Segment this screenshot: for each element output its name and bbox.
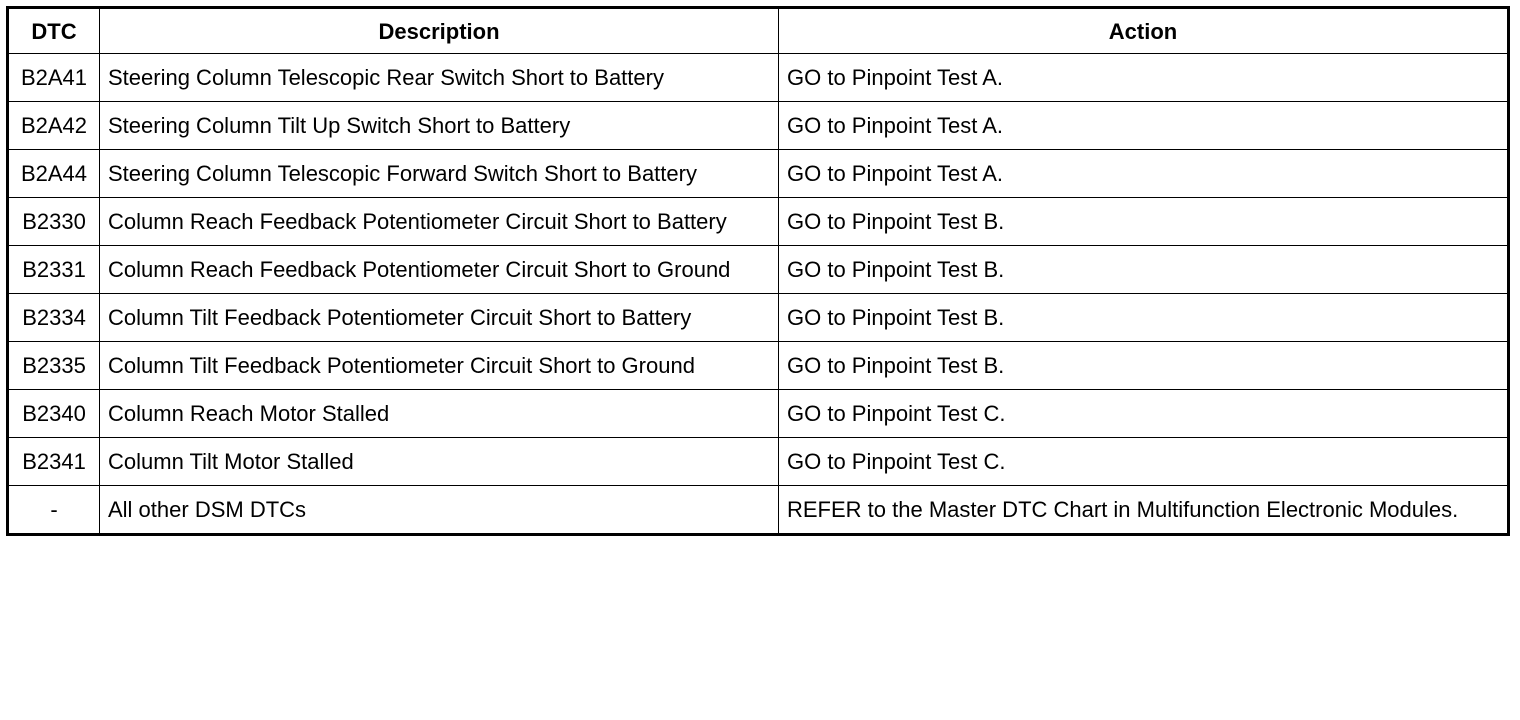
header-action: Action (779, 8, 1509, 54)
action-cell: GO to Pinpoint Test B. (779, 294, 1509, 342)
action-cell: GO to Pinpoint Test A. (779, 102, 1509, 150)
dtc-code-cell: B2330 (8, 198, 100, 246)
dtc-code-cell: B2331 (8, 246, 100, 294)
description-cell: Column Reach Feedback Potentiometer Circuit Short to Battery (100, 198, 779, 246)
header-description: Description (100, 8, 779, 54)
table-row (8, 246, 1509, 294)
description-cell: Column Tilt Feedback Potentiometer Circuit Short to Battery (100, 294, 779, 342)
description-cell: Column Tilt Motor Stalled (100, 438, 779, 486)
description-cell: Column Reach Motor Stalled (100, 390, 779, 438)
dtc-table (6, 6, 1510, 536)
table-row (8, 198, 1509, 246)
table-row (8, 438, 1509, 486)
dtc-code-cell: - (8, 486, 100, 535)
dtc-code-cell: B2340 (8, 390, 100, 438)
dtc-code-cell: B2A42 (8, 102, 100, 150)
action-cell: REFER to the Master DTC Chart in Multifunction Electronic Modules. (779, 486, 1509, 535)
description-cell: Steering Column Tilt Up Switch Short to Battery (100, 102, 779, 150)
action-cell: GO to Pinpoint Test B. (779, 246, 1509, 294)
dtc-code-cell: B2341 (8, 438, 100, 486)
action-cell: GO to Pinpoint Test B. (779, 342, 1509, 390)
action-cell: GO to Pinpoint Test A. (779, 54, 1509, 102)
dtc-code-cell: B2335 (8, 342, 100, 390)
description-cell: Steering Column Telescopic Rear Switch Short to Battery (100, 54, 779, 102)
description-cell: Steering Column Telescopic Forward Switch Short to Battery (100, 150, 779, 198)
table-row (8, 342, 1509, 390)
table-row (8, 486, 1509, 535)
table-row (8, 294, 1509, 342)
action-cell: GO to Pinpoint Test A. (779, 150, 1509, 198)
table-row (8, 54, 1509, 102)
table-row (8, 390, 1509, 438)
action-cell: GO to Pinpoint Test C. (779, 438, 1509, 486)
header-dtc: DTC (8, 8, 100, 54)
dtc-code-cell: B2A44 (8, 150, 100, 198)
dtc-code-cell: B2A41 (8, 54, 100, 102)
description-cell: Column Reach Feedback Potentiometer Circuit Short to Ground (100, 246, 779, 294)
table-header-row (8, 8, 1509, 54)
description-cell: Column Tilt Feedback Potentiometer Circuit Short to Ground (100, 342, 779, 390)
dtc-code-cell: B2334 (8, 294, 100, 342)
action-cell: GO to Pinpoint Test C. (779, 390, 1509, 438)
table-row (8, 102, 1509, 150)
description-cell: All other DSM DTCs (100, 486, 779, 535)
table-row (8, 150, 1509, 198)
action-cell: GO to Pinpoint Test B. (779, 198, 1509, 246)
